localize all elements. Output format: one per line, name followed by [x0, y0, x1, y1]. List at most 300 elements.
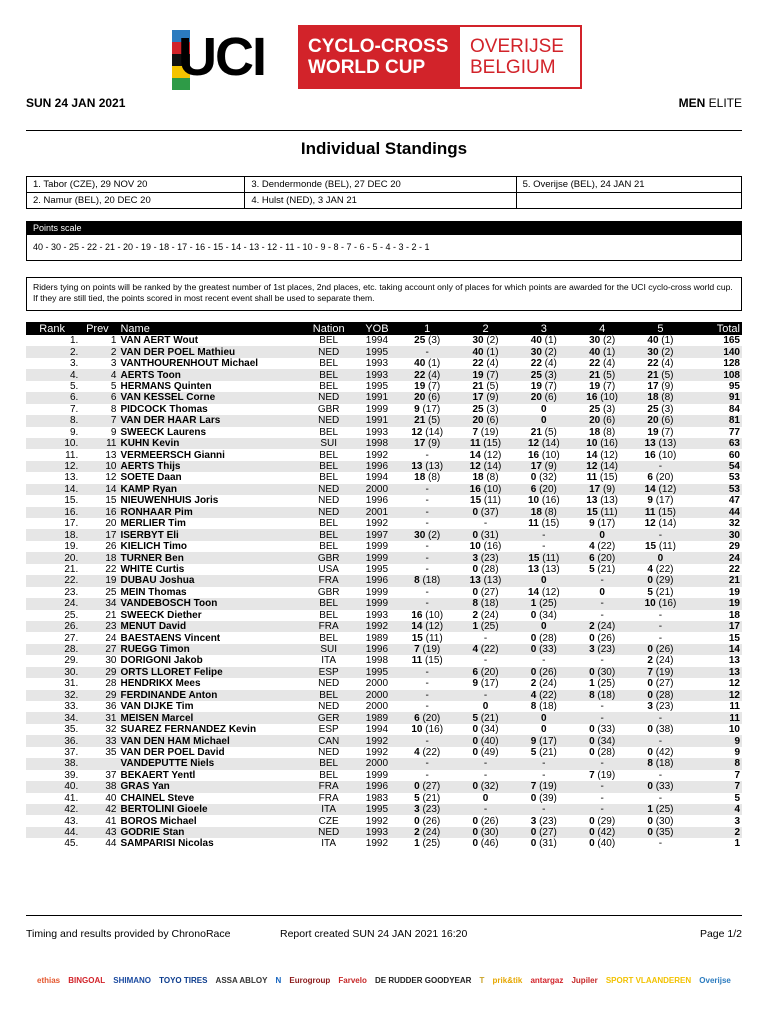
total-cell: 128 — [723, 358, 740, 370]
event2-cell: 0 (37) — [456, 507, 514, 518]
nation-cell: NED — [302, 484, 356, 495]
nation-cell: ITA — [321, 838, 337, 850]
prev-cell — [78, 758, 116, 769]
prev-cell: 40 — [105, 792, 117, 804]
rider-name: MEIN Thomas — [120, 586, 187, 598]
event5-cell: 25 (3) — [647, 403, 674, 415]
prev-cell: 37 — [105, 769, 117, 781]
event2-cell: 5 (21) — [456, 712, 514, 723]
total-cell: 8 — [690, 758, 742, 769]
location-line1: OVERIJSE — [470, 36, 564, 57]
table-row — [26, 552, 742, 563]
event1-cell: 7 (19) — [398, 644, 456, 655]
total-cell: 11 — [690, 712, 742, 723]
yob-cell: 1999 — [365, 586, 389, 598]
yob-cell: 1998 — [356, 438, 398, 449]
rank-cell: 14. — [26, 484, 78, 495]
yob-cell: 2000 — [356, 690, 398, 701]
rider-name: GRAS Yan — [116, 781, 301, 792]
event1-cell: 16 (10) — [411, 609, 444, 621]
rank-cell: 20. — [26, 552, 78, 563]
event5-cell: 16 (10) — [644, 449, 677, 461]
event2-cell: 0 — [482, 701, 489, 713]
nation-cell: BEL — [302, 758, 356, 769]
prev-cell: 34 — [78, 598, 116, 609]
rank-cell: 37. — [64, 746, 79, 758]
event1-cell: - — [425, 449, 429, 461]
rank-cell: 36. — [26, 735, 78, 746]
yob-cell: 1992 — [356, 735, 398, 746]
total-cell: 47 — [728, 495, 740, 507]
nation-cell: BEL — [319, 769, 339, 781]
event5-cell: 7 (19) — [631, 667, 689, 678]
yob-cell: 1995 — [356, 346, 398, 357]
rider-name: KUHN Kevin — [116, 438, 301, 449]
event-cell: 1. Tabor (CZE), 29 NOV 20 — [27, 177, 245, 193]
event1-cell: 20 (6) — [398, 392, 456, 403]
event3-cell: 0 (34) — [530, 609, 557, 621]
yob-cell: 1996 — [356, 781, 398, 792]
event2-cell: 40 (1) — [456, 346, 514, 357]
col-event-3: 3 — [515, 322, 573, 335]
table-row — [26, 655, 742, 666]
event4-cell: 10 (16) — [573, 438, 631, 449]
total-cell: 77 — [728, 426, 740, 438]
table-row — [26, 575, 742, 586]
rider-name: MERLIER Tim — [120, 518, 186, 530]
event5-cell: 6 (20) — [647, 472, 674, 484]
nation-cell: ESP — [318, 724, 339, 736]
event5-cell: 30 (2) — [631, 346, 689, 357]
event5-cell: 14 (12) — [631, 484, 689, 495]
total-cell: 11 — [729, 701, 740, 713]
rank-cell: 2. — [26, 346, 78, 357]
event3-cell: 14 (12) — [527, 586, 560, 598]
event4-cell: 4 (22) — [589, 541, 616, 553]
event3-cell: 0 (33) — [515, 644, 573, 655]
prev-cell: 20 — [105, 518, 117, 530]
prev-cell: 25 — [105, 586, 117, 598]
rider-name: BEKAERT Yentl — [120, 769, 196, 781]
event5-cell: 21 (5) — [631, 369, 689, 380]
event1-cell: - — [425, 769, 429, 781]
event1-cell: - — [398, 735, 456, 746]
points-scale-label: Points scale — [27, 222, 741, 235]
category-rest: ELITE — [705, 96, 742, 110]
event5-cell: 0 (35) — [631, 827, 689, 838]
event3-cell: - — [515, 529, 573, 540]
total-cell: 53 — [728, 472, 740, 484]
prev-cell: 23 — [78, 621, 116, 632]
prev-cell: 4 — [78, 369, 116, 380]
event2-cell: 8 (18) — [456, 598, 514, 609]
yob-cell: 1995 — [356, 667, 398, 678]
rider-name: VAN KESSEL Corne — [116, 392, 301, 403]
prev-cell: 27 — [78, 644, 116, 655]
rank-cell: 27. — [64, 632, 79, 644]
prev-cell: 35 — [105, 746, 117, 758]
event4-cell: 0 (29) — [589, 815, 616, 827]
yob-cell: 2000 — [365, 701, 389, 713]
event2-cell: 18 (8) — [472, 472, 499, 484]
event1-cell: - — [425, 541, 429, 553]
event5-cell: 15 (11) — [644, 541, 676, 553]
event-cell — [516, 193, 741, 209]
standings-body — [26, 335, 742, 850]
table-row — [26, 529, 742, 540]
yob-cell: 1993 — [365, 358, 389, 370]
prev-cell: 6 — [78, 392, 116, 403]
total-cell: 4 — [690, 804, 742, 815]
yob-cell: 1999 — [356, 552, 398, 563]
nation-cell: CAN — [302, 735, 356, 746]
prev-cell: 18 — [78, 552, 116, 563]
event4-cell: 1 (25) — [589, 678, 616, 690]
rank-cell: 23. — [64, 586, 79, 598]
sponsor-logo: ethias — [37, 975, 61, 985]
yob-cell: 1996 — [356, 644, 398, 655]
total-cell: 81 — [690, 415, 742, 426]
event2-cell: 0 (34) — [472, 724, 499, 736]
rider-name: BOROS Michael — [120, 815, 197, 827]
prev-cell: 28 — [105, 678, 117, 690]
nation-cell: NED — [318, 678, 340, 690]
event1-cell: 3 (23) — [398, 804, 456, 815]
total-cell: 30 — [690, 529, 742, 540]
event5-cell: 3 (23) — [647, 701, 674, 713]
prev-cell: 32 — [105, 724, 117, 736]
event5-cell: 12 (14) — [644, 518, 677, 530]
nation-cell: GBR — [302, 552, 356, 563]
standings-header-row — [26, 322, 742, 335]
event2-cell: - — [456, 804, 514, 815]
rank-cell: 13. — [64, 472, 79, 484]
rank-cell: 41. — [64, 792, 79, 804]
table-row — [26, 472, 742, 483]
total-cell: 1 — [734, 838, 740, 850]
table-row — [26, 678, 742, 689]
rider-name: KIELICH Timo — [120, 541, 187, 553]
event3-cell: 0 (39) — [530, 792, 557, 804]
table-row — [26, 610, 742, 621]
nation-cell: USA — [318, 563, 339, 575]
event5-cell: 22 (4) — [647, 358, 674, 370]
event5-cell: 11 (15) — [631, 507, 689, 518]
table-row — [26, 804, 742, 815]
nation-cell: GER — [302, 712, 356, 723]
nation-cell: BEL — [319, 541, 339, 553]
event1-cell: 5 (21) — [414, 792, 441, 804]
total-cell: 53 — [690, 484, 742, 495]
yob-cell: 1989 — [365, 632, 389, 644]
rider-name: AERTS Thijs — [116, 461, 301, 472]
event5-cell: 0 — [631, 552, 689, 563]
event5-cell: 0 (29) — [631, 575, 689, 586]
event5-cell: 5 (21) — [647, 586, 674, 598]
col-event-4: 4 — [573, 322, 631, 335]
event4-cell: 20 (6) — [573, 415, 631, 426]
event1-cell: 30 (2) — [398, 529, 456, 540]
total-cell: 29 — [728, 541, 740, 553]
yob-cell: 1994 — [365, 472, 389, 484]
event3-cell: 17 (9) — [515, 461, 573, 472]
nation-cell: NED — [302, 415, 356, 426]
event4-cell: 0 (34) — [573, 735, 631, 746]
prev-cell: 2 — [78, 346, 116, 357]
yob-cell: 1993 — [356, 827, 398, 838]
total-cell: 15 — [728, 632, 740, 644]
event5-cell: 2 (24) — [647, 655, 674, 667]
event1-cell: - — [398, 507, 456, 518]
event5-cell: 0 (26) — [631, 644, 689, 655]
total-cell: 18 — [728, 609, 740, 621]
table-row — [26, 438, 742, 449]
event5-cell: - — [658, 792, 663, 804]
event5-cell: 0 (30) — [647, 815, 674, 827]
rank-cell: 40. — [26, 781, 78, 792]
event3-cell: 12 (14) — [515, 438, 573, 449]
rank-cell: 32. — [26, 690, 78, 701]
event3-cell: 2 (24) — [530, 678, 557, 690]
event5-cell: 18 (8) — [631, 392, 689, 403]
yob-cell: 1992 — [365, 746, 389, 758]
event4-cell: 0 (26) — [589, 632, 616, 644]
total-cell: 44 — [690, 507, 742, 518]
event-cell: 5. Overijse (BEL), 24 JAN 21 — [516, 177, 741, 193]
event5-cell: - — [631, 621, 689, 632]
event3-cell: 20 (6) — [515, 392, 573, 403]
event2-cell: 0 (49) — [472, 746, 499, 758]
total-cell: 19 — [690, 598, 742, 609]
rider-name: FERDINANDE Anton — [116, 690, 301, 701]
event4-cell: 16 (10) — [573, 392, 631, 403]
nation-cell: SUI — [302, 438, 356, 449]
event4-cell: 40 (1) — [573, 346, 631, 357]
total-cell: 95 — [728, 380, 740, 392]
nation-cell: ITA — [321, 655, 337, 667]
event2-cell: - — [483, 655, 488, 667]
event4-cell: 30 (2) — [589, 335, 616, 347]
event2-cell: 0 (27) — [472, 586, 499, 598]
nation-cell: BEL — [319, 380, 339, 392]
event5-cell: - — [631, 529, 689, 540]
nation-cell: BEL — [319, 358, 339, 370]
col-event-1: 1 — [398, 322, 456, 335]
event1-cell: - — [398, 484, 456, 495]
sponsor-logo: Overijse — [699, 975, 731, 985]
sponsor-logo: prik&tik — [492, 975, 523, 985]
event2-cell: 7 (19) — [472, 426, 499, 438]
event3-cell: 0 — [515, 621, 573, 632]
event4-cell: 25 (3) — [589, 403, 616, 415]
rank-cell: 34. — [26, 712, 78, 723]
event2-cell: 30 (2) — [472, 335, 499, 347]
page-title: Individual Standings — [300, 139, 468, 158]
rank-cell: 6. — [26, 392, 78, 403]
event3-cell: 1 (25) — [515, 598, 573, 609]
events-row — [27, 193, 742, 209]
rank-cell: 39. — [64, 769, 79, 781]
rider-name: BAESTAENS Vincent — [120, 632, 221, 644]
event1-cell: 13 (13) — [398, 461, 456, 472]
nation-cell: BEL — [319, 426, 339, 438]
table-row — [26, 838, 742, 849]
event4-cell: 0 — [573, 529, 631, 540]
yob-cell: 1995 — [365, 563, 389, 575]
event5-cell: 10 (16) — [631, 598, 689, 609]
prev-cell: 29 — [78, 690, 116, 701]
yob-cell: 1992 — [365, 838, 389, 850]
rank-cell: 33. — [64, 701, 79, 713]
event-name-block — [298, 25, 458, 89]
total-cell: 13 — [728, 655, 740, 667]
event2-cell: 0 (28) — [472, 563, 499, 575]
event3-cell: 15 (11) — [515, 552, 573, 563]
event4-cell: 7 (19) — [589, 769, 616, 781]
event4-cell: - — [573, 712, 631, 723]
event5-cell: 4 (22) — [647, 563, 674, 575]
rank-cell: 35. — [64, 724, 79, 736]
event2-cell: 0 (32) — [456, 781, 514, 792]
table-row — [26, 827, 742, 838]
col-total: Total — [690, 322, 742, 335]
total-cell: 21 — [690, 575, 742, 586]
nation-cell: BEL — [302, 369, 356, 380]
event3-cell: 8 (18) — [530, 701, 557, 713]
event4-cell: 13 (13) — [586, 495, 618, 507]
event-cell: 4. Hulst (NED), 3 JAN 21 — [245, 193, 516, 209]
event-banner — [164, 22, 588, 92]
event1-cell: 21 (5) — [398, 415, 456, 426]
total-cell: 22 — [728, 563, 740, 575]
table-row — [26, 770, 742, 781]
rider-name: VANDEBOSCH Toon — [116, 598, 301, 609]
event3-cell: 19 (7) — [530, 380, 557, 392]
rider-name: VANTHOURENHOUT Michael — [120, 358, 259, 370]
event1-cell: - — [425, 701, 429, 713]
event3-cell: 10 (16) — [527, 495, 560, 507]
rank-cell: 31. — [64, 678, 79, 690]
event2-cell: 19 (7) — [456, 369, 514, 380]
event3-cell: - — [515, 758, 573, 769]
event5-cell: 19 (7) — [647, 426, 674, 438]
event5-cell: - — [631, 735, 689, 746]
event4-cell: - — [573, 804, 631, 815]
nation-cell: ESP — [302, 667, 356, 678]
prev-cell: 38 — [78, 781, 116, 792]
sponsor-logo: Jupiler — [571, 975, 598, 985]
rider-name: DORIGONI Jakob — [120, 655, 203, 667]
rider-name: VAN DEN HAM Michael — [116, 735, 301, 746]
rank-cell: 29. — [64, 655, 79, 667]
table-row — [26, 415, 742, 426]
event5-cell: 1 (25) — [631, 804, 689, 815]
sponsor-logo: Farvelo — [338, 975, 367, 985]
event2-cell: 0 (31) — [456, 529, 514, 540]
rank-cell: 8. — [26, 415, 78, 426]
prev-cell: 16 — [78, 507, 116, 518]
prev-cell: 36 — [105, 701, 117, 713]
total-cell: 165 — [723, 335, 740, 347]
event1-cell: 2 (24) — [398, 827, 456, 838]
prev-cell: 22 — [105, 563, 117, 575]
events-row — [27, 177, 742, 193]
event3-cell: 0 (27) — [515, 827, 573, 838]
yob-cell: 1992 — [365, 518, 389, 530]
event5-cell: 20 (6) — [631, 415, 689, 426]
event2-cell: 6 (20) — [456, 667, 514, 678]
rider-name: NIEUWENHUIS Joris — [120, 495, 219, 507]
rider-name: WHITE Curtis — [120, 563, 185, 575]
event1-cell: - — [425, 678, 429, 690]
event4-cell: 18 (8) — [589, 426, 616, 438]
event2-cell: - — [456, 690, 514, 701]
yob-cell: 2000 — [365, 678, 389, 690]
table-row — [26, 484, 742, 495]
nation-cell: GBR — [317, 403, 340, 415]
table-row — [26, 587, 742, 598]
event2-cell: 16 (10) — [456, 484, 514, 495]
rank-cell: 25. — [64, 609, 79, 621]
event5-cell: 17 (9) — [647, 380, 674, 392]
total-cell: 9 — [690, 735, 742, 746]
rider-name: CHAINEL Steve — [120, 792, 195, 804]
yob-cell: 1993 — [365, 426, 389, 438]
rider-name: VAN DER HAAR Lars — [116, 415, 301, 426]
event3-cell: 18 (8) — [515, 507, 573, 518]
sponsor-logo: T — [479, 975, 485, 985]
col-event-2: 2 — [456, 322, 514, 335]
table-row — [26, 495, 742, 506]
event3-cell: 9 (17) — [515, 735, 573, 746]
event1-cell: 11 (15) — [411, 655, 443, 667]
event5-cell: 0 (33) — [631, 781, 689, 792]
rider-name: GODRIE Stan — [116, 827, 301, 838]
event2-cell: - — [483, 518, 488, 530]
event3-cell: 0 (26) — [515, 667, 573, 678]
table-row — [26, 735, 742, 746]
table-row — [26, 461, 742, 472]
yob-cell: 1999 — [365, 403, 389, 415]
event2-cell: 13 (13) — [456, 575, 514, 586]
event2-cell: 0 (30) — [456, 827, 514, 838]
event5-cell: 13 (13) — [631, 438, 689, 449]
nation-cell: FRA — [302, 621, 356, 632]
event5-cell: - — [658, 838, 663, 850]
nation-cell: ITA — [302, 804, 356, 815]
event2-cell: 0 (46) — [472, 838, 499, 850]
yob-cell: 1989 — [356, 712, 398, 723]
event3-cell: 30 (2) — [515, 346, 573, 357]
event2-cell: 1 (25) — [456, 621, 514, 632]
nation-cell: BEL — [302, 529, 356, 540]
nation-cell: BEL — [319, 632, 339, 644]
event1-cell: 14 (12) — [398, 621, 456, 632]
event3-cell: - — [542, 541, 546, 553]
event2-cell: 0 — [482, 792, 489, 804]
total-cell: 19 — [728, 586, 740, 598]
table-row — [26, 644, 742, 655]
event1-cell: - — [425, 563, 429, 575]
table-row — [26, 781, 742, 792]
total-cell: 63 — [690, 438, 742, 449]
event4-cell: 5 (21) — [589, 563, 616, 575]
prev-cell: 21 — [105, 609, 117, 621]
total-cell: 60 — [728, 449, 740, 461]
event1-cell: 9 (17) — [414, 403, 441, 415]
event3-cell: 16 (10) — [527, 449, 560, 461]
table-row — [26, 358, 742, 369]
